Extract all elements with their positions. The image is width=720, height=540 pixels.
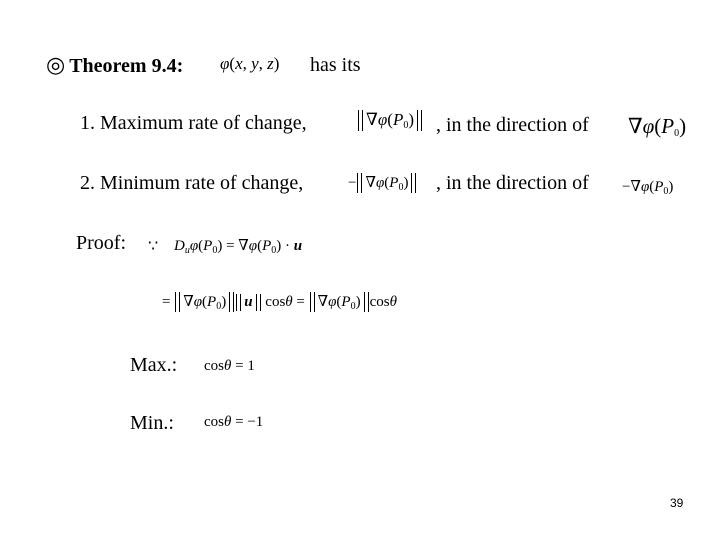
item-min-direction-label: , in the direction of [436,172,589,194]
proof-line-1: $D_u\varphi(P_0) = \nabla\varphi(P_0) \cdot u$ [174,238,303,256]
proof-line-2: = $\nabla\varphi(P_0)$ u $\cos\theta = \nabla\varphi(P_0)$ cosθ [162,294,397,312]
item-max-direction-label: , in the direction of [436,114,589,136]
theorem-tail: has its [310,54,361,76]
max-equation: cosθ = 1 [204,358,255,374]
item-min-direction: $-\nabla\varphi(P_0)$ [622,179,674,197]
item-max-direction: $\nabla\varphi(P_0)$ [628,114,687,139]
page-number: 39 [670,496,684,510]
theorem-function: φ(x, y, z) [220,54,280,73]
item-max-value: $\nabla\varphi(P_0)$ [357,110,423,131]
because-symbol: ∵ [148,238,159,255]
item-max-label: 1. Maximum rate of change, [80,112,307,134]
min-equation: cosθ = −1 [204,414,264,430]
min-label: Min.: [130,412,174,434]
item-min-value: − $\nabla\varphi(P_0)$ [348,173,417,193]
item-min-label: 2. Minimum rate of change, [80,172,304,194]
proof-label: Proof: [76,232,126,254]
theorem-title [46,52,183,78]
theorem-label: Theorem 9.4: [69,55,184,77]
max-label: Max.: [130,354,178,376]
double-circle-icon: ◎ [46,52,66,77]
